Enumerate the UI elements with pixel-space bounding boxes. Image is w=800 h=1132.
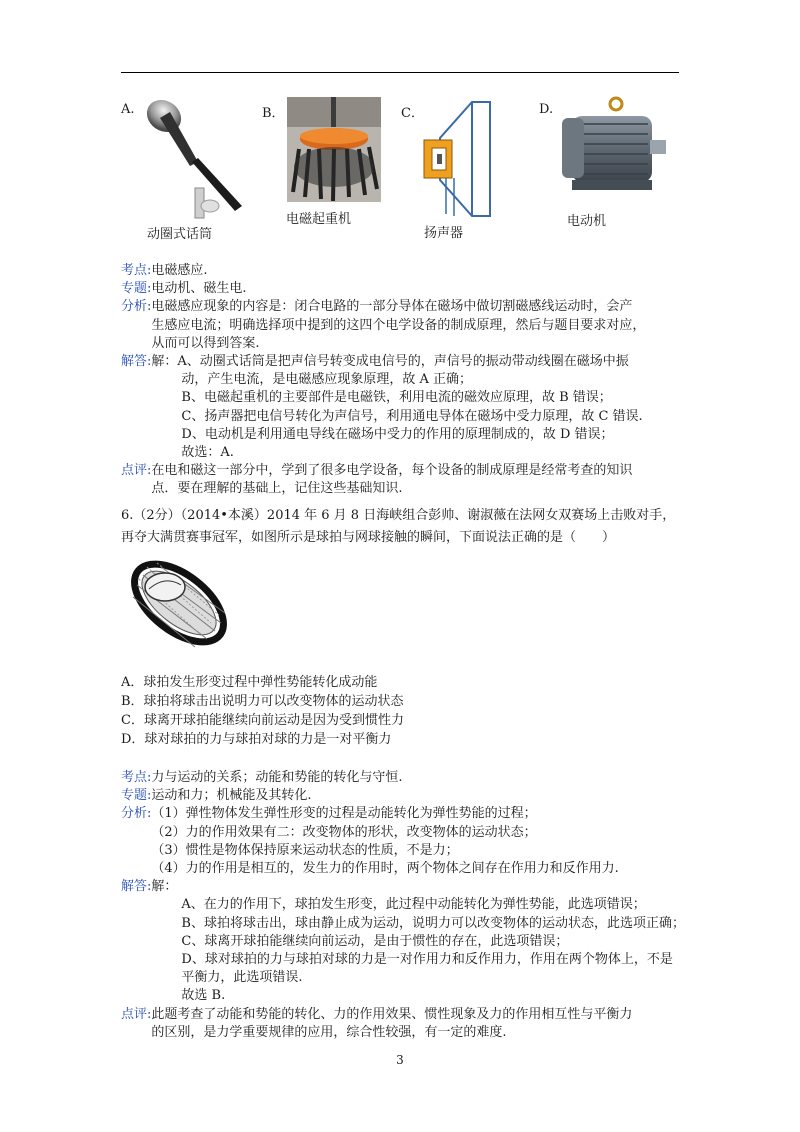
jieda-row <box>121 878 685 1005</box>
jieda-line: 解： <box>151 879 178 895</box>
option-c-letter: C． <box>401 106 424 121</box>
microphone-figure <box>140 96 255 221</box>
jieda-line: 解：A、动圈式话筒是把声信号转变成电信号的，声信号的振动带动线圈在磁场中振 <box>151 354 629 370</box>
jieda-line: C、扬声器把电信号转化为声信号，利用通电导体在磁场中受力原理，故 C 错误. <box>181 408 643 424</box>
dianping-line: 点．要在理解的基础上，记住这些基础知识. <box>151 481 403 497</box>
fenxi-line: 从而可以得到答案. <box>151 335 260 351</box>
fenxi-line: （4）力的作用是相互的，发生力的作用时，两个物体之间存在作用力和反作用力. <box>151 861 619 877</box>
question-line: 6.（2分）（2014•本溪）2014 年 6 月 8 日海峡组合彭帅、谢淑薇在法网女双赛场上击败对手， <box>121 508 676 523</box>
analysis-q6 <box>121 769 685 1042</box>
dianping-line: 此题考查了动能和势能的转化、力的作用效果、惯性现象及力的作用相互性与平衡力 <box>151 1006 633 1022</box>
jieda-label: 解答: <box>121 354 152 370</box>
zhuanti-text: 运动和力；机械能及其转化. <box>151 788 312 804</box>
option-b-caption: 电磁起重机 <box>286 212 352 227</box>
jieda-line: D、球对球拍的力与球拍对球的力是一对作用力和反作用力，作用在两个物体上，不是 <box>181 952 673 968</box>
fenxi-row <box>121 805 681 878</box>
jieda-line: 故选 B. <box>181 988 226 1004</box>
option-d-letter: D. <box>539 102 554 117</box>
zhuanti-label: 专题: <box>121 281 152 297</box>
jieda-line: 平衡力，此选项错误. <box>181 970 303 986</box>
option-c-caption: 扬声器 <box>424 226 464 241</box>
jieda-line: A、在力的作用下，球拍发生形变，此过程中动能转化为弹性势能，此选项错误； <box>181 897 646 913</box>
dianping-row <box>121 1006 681 1042</box>
jieda-line: C、球离开球拍能继续向前运动，是由于惯性的存在，此选项错误； <box>181 933 569 949</box>
fenxi-line: （2）力的作用效果有二：改变物体的形状，改变物体的运动状态； <box>151 824 537 840</box>
option-a-caption: 动圈式话筒 <box>147 227 213 242</box>
option-c-q6: C．球离开球拍能继续向前运动是因为受到惯性力 <box>121 713 404 728</box>
motor-figure <box>558 96 670 204</box>
question-6-stem <box>121 505 675 549</box>
kaodian-text: 力与运动的关系；动能和势能的转化与守恒. <box>151 770 403 785</box>
kaodian-label: 考点: <box>121 770 152 785</box>
crane-figure <box>287 97 381 202</box>
zhuanti-label: 专题: <box>121 788 152 804</box>
fenxi-row <box>121 298 681 353</box>
analysis-q5 <box>121 262 681 499</box>
dianping-row <box>121 462 681 498</box>
option-d-caption: 电动机 <box>567 214 607 229</box>
option-b-q6: B．球拍将球击出说明力可以改变物体的运动状态 <box>121 694 404 709</box>
dianping-label: 点评: <box>121 1006 152 1022</box>
option-a-letter: A. <box>121 102 135 117</box>
option-d-q6: D．球对球拍的力与球拍对球的力是一对平衡力 <box>121 732 392 747</box>
option-b-letter: B． <box>262 106 285 121</box>
jieda-line: B、电磁起重机的主要部件是电磁铁，利用电流的磁效应原理，故 B 错误； <box>181 390 612 406</box>
fenxi-line: （1）弹性物体发生弹性形变的过程是动能转化为弹性势能的过程； <box>151 806 537 822</box>
zhuanti-text: 电动机、磁生电. <box>151 281 247 297</box>
fenxi-line: 电磁感应现象的内容是：闭合电路的一部分导体在磁场中做切割磁感线运动时，会产 <box>151 299 633 315</box>
dianping-line: 在电和磁这一部分中，学到了很多电学设备，每个设备的制成原理是经常考查的知识 <box>151 463 633 479</box>
question-line: 再夺大满贯赛事冠军，如图所示是球拍与网球接触的瞬间，下面说法正确的是（ ） <box>121 530 616 545</box>
page-number: 3 <box>396 1053 404 1067</box>
fenxi-label: 分析: <box>121 299 152 315</box>
jieda-label: 解答: <box>121 879 152 895</box>
fenxi-line: （3）惯性是物体保持原来运动状态的性质，不是力； <box>151 842 459 858</box>
jieda-row <box>121 353 681 462</box>
fenxi-line: 生感应电流；明确选择项中提到的这四个电学设备的制成原理，然后与题目要求对应， <box>151 317 646 333</box>
jieda-line: 动，产生电流，是电磁感应现象原理，故 A 正确； <box>181 372 473 388</box>
dianping-label: 点评: <box>121 463 152 479</box>
kaodian-row <box>121 262 681 280</box>
option-a-q6: A．球拍发生形变过程中弹性势能转化成动能 <box>121 675 378 690</box>
speaker-figure <box>420 100 492 218</box>
jieda-line: B、球拍将球击出，球由静止成为运动，说明力可以改变物体的运动状态，此选项正确； <box>181 915 685 931</box>
zhuanti-row <box>121 280 681 298</box>
jieda-line: D、电动机是利用通电导线在磁场中受力的作用的原理制成的，故 D 错误； <box>181 426 614 442</box>
zhuanti-row <box>121 787 681 805</box>
kaodian-row <box>121 769 681 787</box>
header-rule <box>121 72 679 73</box>
fenxi-label: 分析: <box>121 806 152 822</box>
kaodian-text: 电磁感应. <box>151 263 208 278</box>
kaodian-label: 考点: <box>121 263 152 278</box>
jieda-line: 故选：A. <box>181 445 234 461</box>
dianping-line: 的区别，是力学重要规律的应用，综合性较强，有一定的难度. <box>151 1024 507 1040</box>
racket-ball-figure <box>121 553 231 661</box>
